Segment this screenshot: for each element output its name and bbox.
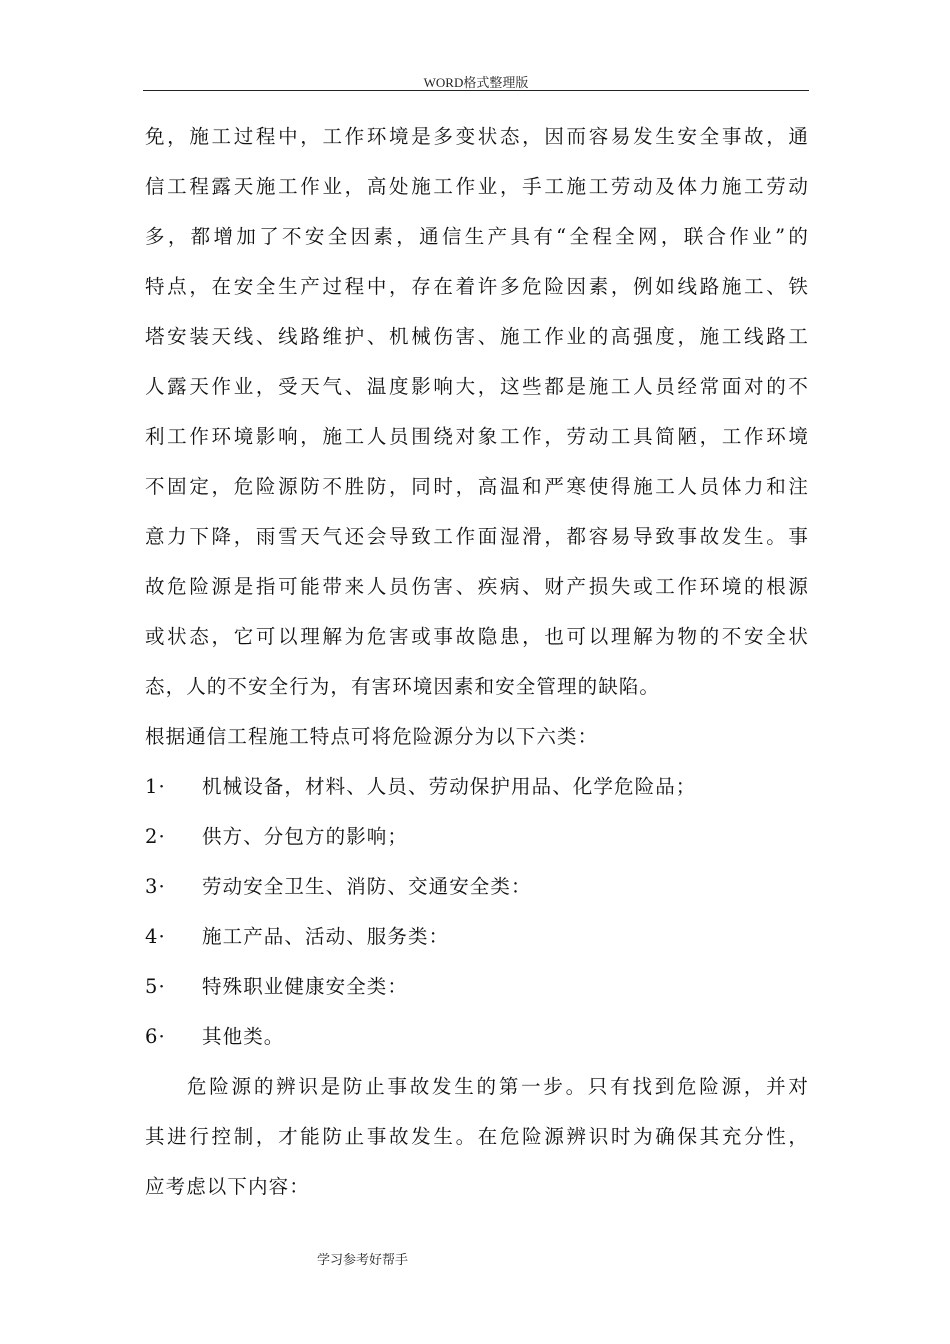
category-list (145, 767, 809, 1067)
paragraph-line: 免，施工过程中，工作环境是多变状态，因而容易发生安全事故，通 (145, 125, 809, 148)
list-item-text: 其他类。 (202, 1025, 285, 1048)
paragraph-line: 其进行控制，才能防止事故发生。在危险源辨识时为确保其充分性， (145, 1125, 809, 1148)
list-item-text: 特殊职业健康安全类： (202, 975, 409, 998)
list-number: 3· (145, 875, 166, 898)
list-item-text: 施工产品、活动、服务类： (202, 925, 450, 948)
paragraph-1 (145, 117, 809, 717)
list-item (145, 867, 809, 917)
list-number: 6· (145, 1025, 166, 1048)
paragraph-line: 或状态，它可以理解为危害或事故隐患，也可以理解为物的不安全状 (145, 625, 809, 648)
paragraph-line: 特点，在安全生产过程中，存在着许多危险因素，例如线路施工、铁 (145, 275, 809, 298)
paragraph-line: 意力下降，雨雪天气还会导致工作面湿滑，都容易导致事故发生。事 (145, 525, 809, 548)
paragraph-line: 塔安装天线、线路维护、机械伤害、施工作业的高强度，施工线路工 (145, 325, 809, 348)
paragraph-line: 信工程露天施工作业，高处施工作业，手工施工劳动及体力施工劳动 (145, 175, 809, 198)
page-footer: 学习参考好帮手 (317, 1253, 409, 1268)
intro-line: 根据通信工程施工特点可将危险源分为以下六类： (145, 725, 599, 748)
list-number: 2· (145, 825, 166, 848)
paragraph-line: 人露天作业，受天气、温度影响大，这些都是施工人员经常面对的不 (145, 375, 809, 398)
list-item (145, 767, 809, 817)
paragraph-line: 故危险源是指可能带来人员伤害、疾病、财产损失或工作环境的根源 (145, 575, 809, 598)
list-item-text: 劳动安全卫生、消防、交通安全类： (202, 875, 532, 898)
document-body (145, 117, 809, 1217)
list-number: 4· (145, 925, 166, 948)
paragraph-line: 不固定，危险源防不胜防，同时，高温和严寒使得施工人员体力和注 (145, 475, 809, 498)
page-header (143, 70, 809, 91)
paragraph-2 (145, 1067, 809, 1217)
list-item (145, 817, 809, 867)
header-title: WORD格式整理版 (423, 75, 529, 90)
list-item-text: 机械设备，材料、人员、劳动保护用品、化学危险品； (202, 775, 697, 798)
list-item (145, 967, 809, 1017)
paragraph-line: 应考虑以下内容： (145, 1175, 310, 1198)
list-item (145, 1017, 809, 1067)
paragraph-line: 多，都增加了不安全因素，通信生产具有“全程全网，联合作业”的 (145, 225, 809, 248)
list-item (145, 917, 809, 967)
list-number: 5· (145, 975, 166, 998)
paragraph-line: 态，人的不安全行为，有害环境因素和安全管理的缺陷。 (145, 675, 661, 698)
list-number: 1· (145, 775, 166, 798)
list-item-text: 供方、分包方的影响； (202, 825, 409, 848)
paragraph-line: 利工作环境影响，施工人员围绕对象工作，劳动工具简陋，工作环境 (145, 425, 809, 448)
paragraph-line: 危险源的辨识是防止事故发生的第一步。只有找到危险源，并对 (187, 1075, 809, 1098)
